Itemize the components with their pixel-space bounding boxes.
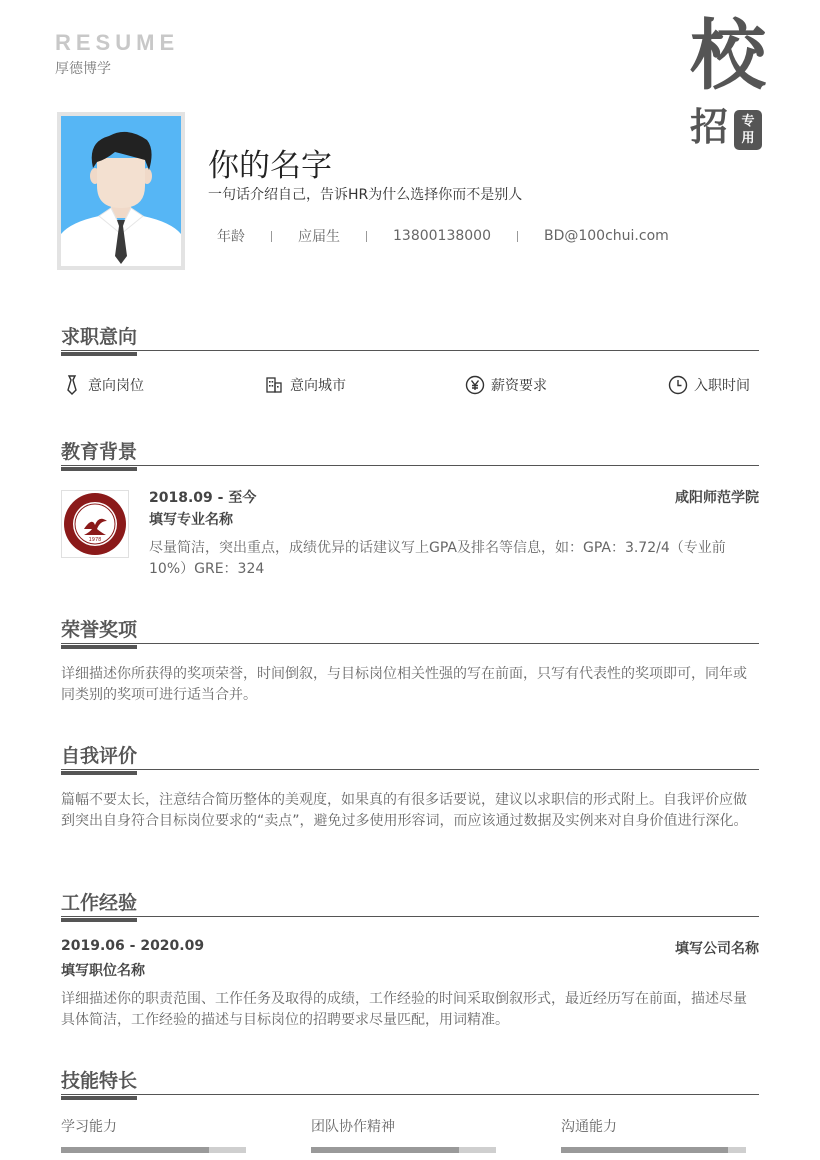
- education-school: 咸阳师范学院: [675, 490, 759, 506]
- badge-tag-top: 专: [741, 114, 755, 129]
- section-divider: [61, 643, 759, 644]
- profile-tagline: 一句话介绍自己，告诉HR为什么选择你而不是别人: [208, 187, 523, 203]
- section-title-underline: [61, 467, 137, 471]
- section-title-text: 荣誉奖项: [61, 619, 138, 641]
- skill-label: 学习能力: [61, 1119, 117, 1135]
- section-title-text: 工作经验: [61, 892, 138, 914]
- resume-brand-cn: 厚德博学: [55, 61, 111, 77]
- work-position: 填写职位名称: [61, 963, 145, 979]
- intent-start-time-label: 入职时间: [694, 378, 750, 394]
- skill-item: [61, 1116, 246, 1153]
- skill-item: [561, 1116, 746, 1153]
- section-title-text: 教育背景: [61, 441, 138, 463]
- work-date: 2019.06 - 2020.09: [61, 938, 205, 954]
- work-company: 填写公司名称: [675, 941, 759, 957]
- skill-bar: [61, 1147, 246, 1153]
- skill-bar: [561, 1147, 746, 1153]
- intent-position-label: 意向岗位: [88, 378, 144, 394]
- education-date: 2018.09 - 至今: [149, 490, 257, 506]
- intent-start-time: [668, 375, 750, 395]
- section-title-text: 技能特长: [61, 1070, 138, 1092]
- education-major: 填写专业名称: [149, 512, 233, 528]
- section-divider: [61, 769, 759, 770]
- avatar-icon: [61, 116, 181, 266]
- skill-label: 沟通能力: [561, 1119, 617, 1135]
- tie-icon: [62, 375, 82, 395]
- meta-divider: [366, 231, 367, 242]
- section-divider: [61, 1094, 759, 1095]
- meta-age: 年龄: [217, 229, 245, 245]
- profile-name: 你的名字: [208, 148, 332, 184]
- section-divider: [61, 350, 759, 351]
- intent-city-label: 意向城市: [290, 378, 346, 394]
- profile-photo: [57, 112, 185, 270]
- meta-divider: [517, 231, 518, 242]
- building-icon: [264, 375, 284, 395]
- profile-meta: [208, 226, 678, 246]
- section-title-underline: [61, 771, 137, 775]
- education-description: 尽量简洁，突出重点，成绩优异的话建议写上GPA及排名等信息，如：GPA：3.72/4（专业前10%）GRE：324: [149, 540, 726, 577]
- skill-bar-fill: [561, 1147, 728, 1153]
- self-evaluation-description: 篇幅不要太长，注意结合简历整体的美观度，如果真的有很多话要说，建议以求职信的形式附上。自我评价应做到突出自身符合目标岗位要求的“卖点”，避免过多使用形容词，而应该通过数据及实例来对自身价值进行深化。: [61, 792, 748, 829]
- honors-description: 详细描述你所获得的奖项荣誉，时间倒叙，与目标岗位相关性强的写在前面，只写有代表性的奖项即可，同年或同类别的奖项可进行适当合并。: [61, 666, 747, 703]
- school-logo: [61, 490, 129, 558]
- yen-icon: [465, 375, 485, 395]
- meta-email: BD@100chui.com: [543, 228, 669, 244]
- skill-item: [311, 1116, 496, 1153]
- meta-phone: 13800138000: [393, 228, 491, 244]
- skill-bar: [311, 1147, 496, 1153]
- intent-salary: [465, 375, 547, 395]
- clock-icon: [668, 375, 688, 395]
- campus-badge-big: 校: [690, 11, 766, 100]
- intent-city: [264, 375, 346, 395]
- section-title-underline: [61, 918, 137, 922]
- meta-status: 应届生: [298, 229, 340, 245]
- section-title-underline: [61, 352, 137, 356]
- campus-badge-tag: [734, 110, 762, 150]
- skill-bar-fill: [61, 1147, 209, 1153]
- skill-bar-fill: [311, 1147, 459, 1153]
- section-title-underline: [61, 645, 137, 649]
- section-divider: [61, 465, 759, 466]
- work-description: 详细描述你的职责范围、工作任务及取得的成绩，工作经验的时间采取倒叙形式，最近经历写在前面，描述尽量具体简洁，工作经验的描述与目标岗位的招聘要求尽量匹配，用词精准。: [61, 991, 747, 1028]
- section-title-text: 自我评价: [61, 745, 138, 767]
- meta-divider: [271, 231, 272, 242]
- badge-tag-bottom: 用: [741, 131, 755, 146]
- resume-brand-en: RESUME: [55, 30, 180, 55]
- section-title-underline: [61, 1096, 137, 1100]
- skill-label: 团队协作精神: [311, 1119, 395, 1135]
- campus-badge-small: 招: [690, 105, 729, 149]
- section-divider: [61, 916, 759, 917]
- section-title-text: 求职意向: [61, 326, 138, 348]
- intent-position: [62, 375, 144, 395]
- school-logo-year: 1978: [88, 537, 102, 543]
- intent-salary-label: 薪资要求: [491, 378, 547, 394]
